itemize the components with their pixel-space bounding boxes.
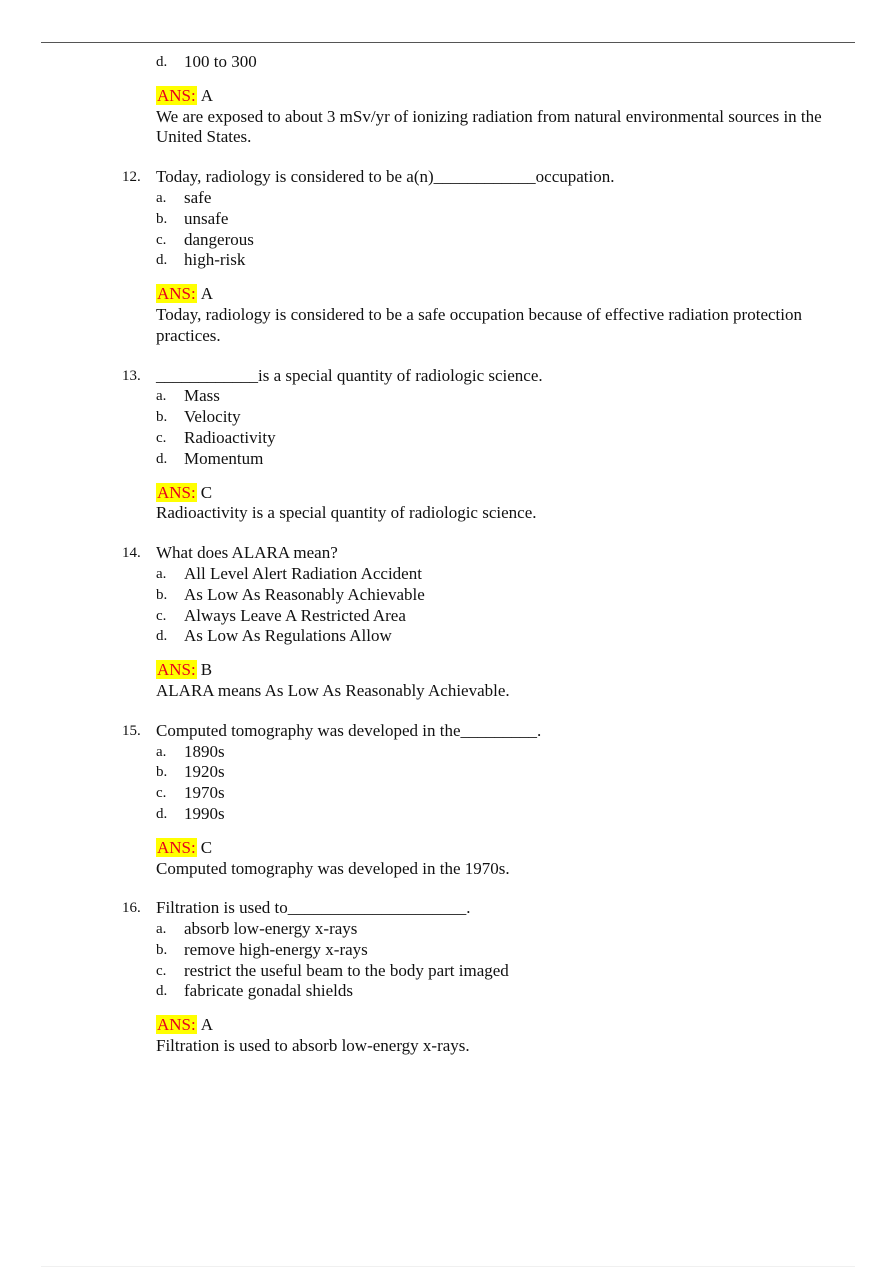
option-letter: c.: [156, 429, 167, 446]
option-d: [0, 449, 896, 470]
option-text: 1990s: [184, 803, 225, 823]
page-content: [0, 52, 896, 1057]
option-c: [0, 606, 896, 627]
ans-label: ANS:: [157, 482, 196, 502]
answer-block: [0, 838, 896, 880]
option-letter: b.: [156, 210, 168, 227]
question-16: [0, 898, 896, 1057]
option-a: [0, 564, 896, 585]
answer-block: [0, 86, 896, 148]
header-rule: [41, 42, 855, 43]
answer-line: [0, 1015, 896, 1036]
question-stem: [0, 721, 896, 742]
option-letter: d.: [156, 805, 168, 822]
rationale: We are exposed to about 3 mSv/yr of ionizing radiation from natural environmental sources in the United States.: [156, 106, 822, 147]
option-text: As Low As Reasonably Achievable: [184, 584, 425, 604]
answer-letter: A: [200, 85, 214, 105]
option-text: restrict the useful beam to the body part imaged: [184, 960, 509, 980]
option-text: Momentum: [184, 448, 264, 468]
option-letter: c.: [156, 607, 167, 624]
option-text: unsafe: [184, 208, 229, 228]
option-text: Mass: [184, 386, 220, 406]
answer-block: [0, 284, 896, 346]
option-a: [0, 919, 896, 940]
answer-line: [0, 838, 896, 859]
option-letter: d.: [156, 252, 168, 269]
option-letter: b.: [156, 409, 168, 426]
option-d: [0, 626, 896, 647]
question-number: 14.: [122, 545, 141, 562]
option-letter: d.: [156, 450, 168, 467]
option-c: [0, 783, 896, 804]
question-number: 15.: [122, 722, 141, 739]
question-12: [0, 167, 896, 346]
option-letter: a.: [156, 743, 167, 760]
ans-label: ANS:: [157, 837, 196, 857]
option-d: [0, 981, 896, 1002]
answer-block: [0, 1015, 896, 1057]
ans-label: ANS:: [157, 1015, 196, 1035]
option-d: [0, 250, 896, 271]
question-number: 12.: [122, 169, 141, 186]
question-text: Today, radiology is considered to be a(n)____________occupation.: [156, 167, 615, 187]
question-14: [0, 543, 896, 702]
option-text: safe: [184, 187, 212, 207]
question-stem: [0, 543, 896, 564]
ans-label: ANS:: [157, 284, 196, 304]
option-letter: a.: [156, 189, 167, 206]
question-13: [0, 366, 896, 525]
option-letter: d.: [156, 983, 168, 1000]
option-text: dangerous: [184, 229, 254, 249]
answer-letter: B: [200, 660, 213, 680]
question-number: 13.: [122, 367, 141, 384]
option-c: [0, 961, 896, 982]
option-a: [0, 386, 896, 407]
option-text: absorb low-energy x-rays: [184, 919, 358, 939]
answer-block: [0, 660, 896, 702]
answer-line: [0, 660, 896, 681]
ans-label: ANS:: [157, 660, 196, 680]
answer-letter: C: [200, 482, 213, 502]
continued-question: [0, 52, 896, 148]
option-letter: b.: [156, 764, 168, 781]
option-text: high-risk: [184, 250, 246, 270]
option-text: remove high-energy x-rays: [184, 939, 368, 959]
option-letter: d.: [156, 54, 168, 70]
question-text: ____________is a special quantity of radiologic science.: [156, 365, 543, 385]
option-letter: a.: [156, 921, 167, 938]
option-text: Radioactivity: [184, 427, 276, 447]
answer-block: [0, 483, 896, 525]
option-text: Always Leave A Restricted Area: [184, 605, 406, 625]
ans-label: ANS:: [157, 85, 196, 105]
option-letter: b.: [156, 586, 168, 603]
rationale: ALARA means As Low As Reasonably Achievable.: [156, 680, 510, 700]
option-letter: d.: [156, 628, 168, 645]
option-text: All Level Alert Radiation Accident: [184, 563, 422, 583]
option-b: [0, 209, 896, 230]
option-c: [0, 230, 896, 251]
question-stem: [0, 167, 896, 188]
question-text: What does ALARA mean?: [156, 543, 338, 563]
rationale: Today, radiology is considered to be a safe occupation because of effective radiation protection practices.: [156, 304, 802, 345]
option-text: 100 to 300: [184, 52, 257, 71]
answer-line: [0, 284, 896, 305]
question-stem: [0, 898, 896, 919]
rationale: Radioactivity is a special quantity of radiologic science.: [156, 503, 537, 523]
question-text: Filtration is used to_____________________.: [156, 898, 471, 918]
rationale: Filtration is used to absorb low-energy x-rays.: [156, 1036, 470, 1056]
option-b: [0, 762, 896, 783]
option-a: [0, 188, 896, 209]
option-c: [0, 428, 896, 449]
option-text: 1920s: [184, 762, 225, 782]
option-b: [0, 940, 896, 961]
question-text: Computed tomography was developed in the_________.: [156, 720, 542, 740]
option-letter: a.: [156, 565, 167, 582]
footer-rule: [41, 1266, 855, 1267]
rationale: Computed tomography was developed in the 1970s.: [156, 858, 510, 878]
option-letter: c.: [156, 962, 167, 979]
option-b: [0, 585, 896, 606]
answer-line: [0, 86, 896, 107]
question-number: 16.: [122, 900, 141, 917]
option-letter: c.: [156, 231, 167, 248]
option-text: Velocity: [184, 407, 241, 427]
question-15: [0, 721, 896, 880]
answer-letter: A: [200, 284, 214, 304]
question-stem: [0, 366, 896, 387]
option-text: 1890s: [184, 741, 225, 761]
option-text: fabricate gonadal shields: [184, 981, 353, 1001]
option-letter: b.: [156, 941, 168, 958]
option-text: 1970s: [184, 783, 225, 803]
option-text: As Low As Regulations Allow: [184, 626, 392, 646]
answer-letter: C: [200, 837, 213, 857]
option-letter: a.: [156, 388, 167, 405]
option-d: [0, 804, 896, 825]
option-a: [0, 742, 896, 763]
answer-letter: A: [200, 1015, 214, 1035]
option-letter: c.: [156, 785, 167, 802]
option-d: [0, 52, 896, 73]
option-b: [0, 407, 896, 428]
answer-line: [0, 483, 896, 504]
